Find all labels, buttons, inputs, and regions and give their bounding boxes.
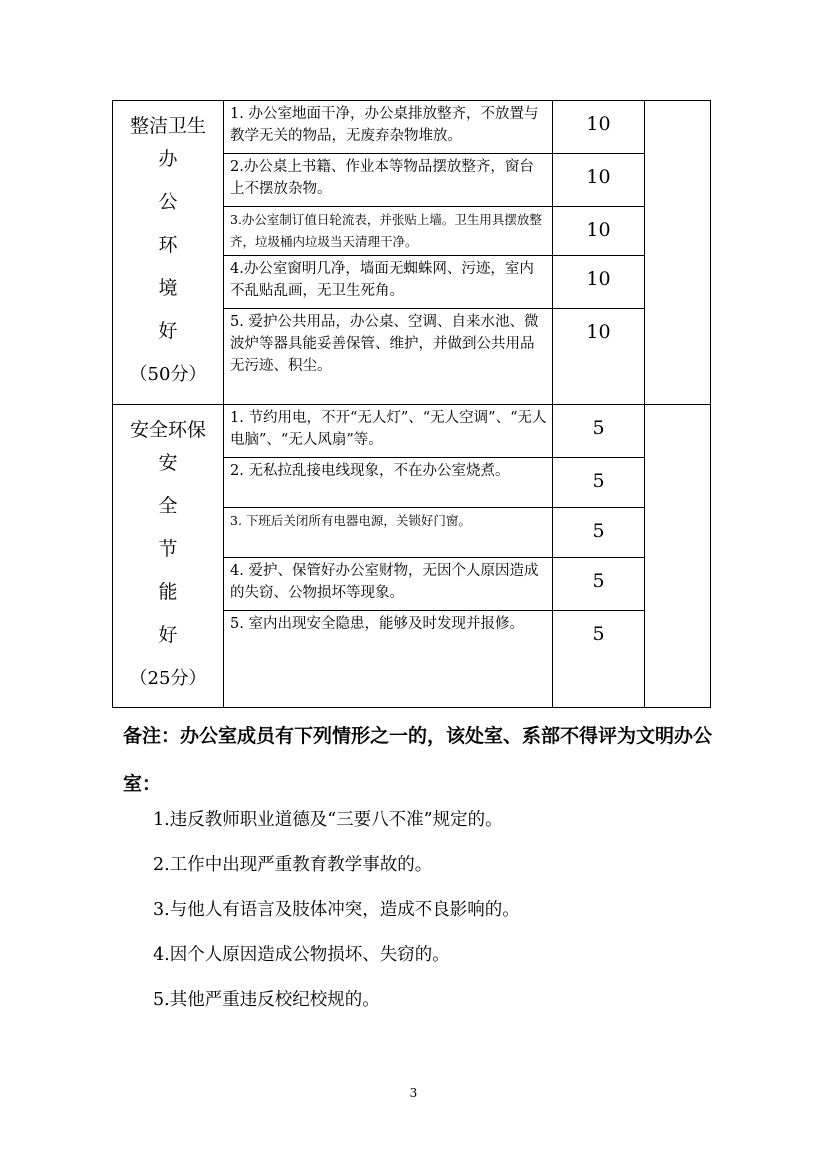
- category-char: 公: [158, 191, 178, 213]
- criterion-text: 3. 下班后关闭所有电器电源，关锁好门窗。: [224, 508, 553, 558]
- category-char: 境: [158, 277, 178, 299]
- criterion-points: 10: [553, 309, 645, 405]
- table-row: [113, 405, 711, 458]
- list-item: 4.因个人原因造成公物损坏、失窃的。: [153, 945, 450, 965]
- criterion-points: 5: [553, 405, 645, 458]
- score-blank-cell: [645, 101, 711, 405]
- category-score: （50分）: [129, 364, 207, 385]
- list-item: 5.其他严重违反校纪校规的。: [153, 990, 380, 1010]
- criterion-points: 10: [553, 207, 645, 256]
- criterion-text: 3.办公室制订值日轮流表，并张贴上墙。卫生用具摆放整齐，垃圾桶内垃圾当天清理干净。: [224, 207, 553, 256]
- list-item: 3.与他人有语言及肢体冲突，造成不良影响的。: [153, 900, 520, 920]
- criterion-text: 5. 爱护公共用品，办公桌、空调、自来水池、微波炉等器具能妥善保管、维护，并做到公共用品无污迹、积尘。: [224, 309, 553, 405]
- category-score: （25分）: [129, 668, 207, 689]
- criterion-points: 10: [553, 101, 645, 154]
- criterion-points: 5: [553, 508, 645, 558]
- criterion-text: 5. 室内出现安全隐患，能够及时发现并报修。: [224, 611, 553, 708]
- score-table-grid: [112, 100, 711, 708]
- category-char: 能: [158, 581, 178, 603]
- criterion-text: 4.办公室窗明几净，墙面无蜘蛛网、污迹，室内不乱贴乱画，无卫生死角。: [224, 256, 553, 309]
- category-title: 整洁卫生: [129, 115, 206, 137]
- category-char: 好: [158, 624, 178, 646]
- score-blank-cell: [645, 405, 711, 708]
- criterion-text: 1. 节约用电，不开“无人灯”、“无人空调”、“无人电脑”、“无人风扇”等。: [224, 405, 553, 458]
- page-number: 3: [409, 1086, 418, 1100]
- criterion-points: 5: [553, 611, 645, 708]
- table-row: [113, 101, 711, 154]
- criterion-text: 2.办公桌上书籍、作业本等物品摆放整齐，窗台上不摆放杂物。: [224, 154, 553, 207]
- criterion-text: 4. 爱护、保管好办公室财物，无因个人原因造成的失窃、公物损坏等现象。: [224, 558, 553, 611]
- category-char: 办: [158, 148, 178, 170]
- category-char: 节: [158, 538, 178, 560]
- category-char: 安: [158, 452, 178, 474]
- remarks-note: 备注：办公室成员有下列情形之一的，该处室、系部不得评为文明办公室：: [123, 725, 713, 795]
- category-cell: [113, 101, 224, 405]
- criterion-points: 5: [553, 558, 645, 611]
- criterion-points: 10: [553, 154, 645, 207]
- criterion-points: 10: [553, 256, 645, 309]
- category-char: 环: [158, 234, 178, 256]
- criterion-points: 5: [553, 458, 645, 508]
- list-item: 2.工作中出现严重教育教学事故的。: [153, 855, 433, 875]
- criterion-text: 2. 无私拉乱接电线现象，不在办公室烧煮。: [224, 458, 553, 508]
- score-table: [112, 100, 710, 708]
- category-title: 安全环保: [129, 419, 206, 441]
- criterion-text: 1. 办公室地面干净，办公桌排放整齐，不放置与教学无关的物品，无废弃杂物堆放。: [224, 101, 553, 154]
- category-char: 好: [158, 320, 178, 342]
- category-cell: [113, 405, 224, 708]
- list-item: 1.违反教师职业道德及“三要八不准”规定的。: [153, 810, 503, 830]
- category-char: 全: [158, 495, 178, 517]
- rules-list: [153, 798, 713, 1023]
